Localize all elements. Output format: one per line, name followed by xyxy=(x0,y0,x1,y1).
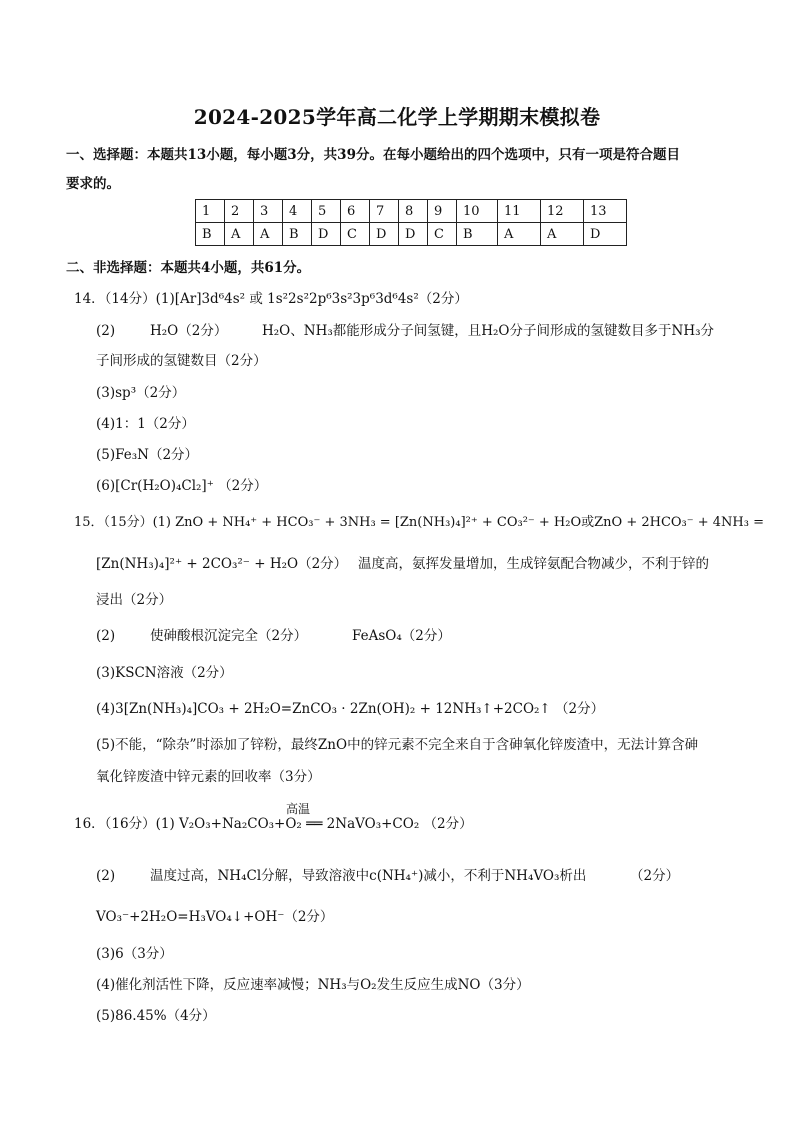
question-number-cell: 5 xyxy=(312,200,341,223)
answer-choice-cell: C xyxy=(341,223,370,246)
q16-line-3: VO₃⁻+2H₂O=H₃VO₄↓+OH⁻（2分） xyxy=(96,909,334,925)
q14-line-6: (5)Fe₃N（2分） xyxy=(96,447,199,463)
q15-line-2b: 温度高，氨挥发量增加，生成锌氨配合物减少，不利于锌的 xyxy=(358,556,709,572)
q15-line-6: (4)3[Zn(NH₃)₄]CO₃ + 2H₂O=ZnCO₃ · 2Zn(OH)₂ + 12NH₃↑+2CO₂↑ （2分） xyxy=(96,701,605,717)
q15-part2-label: (2) xyxy=(96,628,116,644)
section2-heading: 二、非选择题：本题共4小题，共61分。 xyxy=(66,260,311,276)
q15-line-7: (5)不能，“除杂”时添加了锌粉，最终ZnO中的锌元素不完全来自于含砷氧化锌废渣中，无法计算含砷 xyxy=(96,737,699,753)
question-number-cell: 11 xyxy=(498,200,541,223)
answer-table-choice-row xyxy=(196,223,627,246)
q16-part2-score: （2分） xyxy=(630,868,680,884)
q15-part2-answer: 使砷酸根沉淀完全（2分） xyxy=(150,628,308,644)
q14-part2-reason: H₂O、NH₃都能形成分子间氢键，且H₂O分子间形成的氢键数目多于NH₃分 xyxy=(262,323,714,339)
question-number-cell: 8 xyxy=(399,200,428,223)
q16-line-6: (5)86.45%（4分） xyxy=(96,1008,216,1024)
question-number-cell: 3 xyxy=(254,200,283,223)
question-number-cell: 7 xyxy=(370,200,399,223)
question-number-cell: 4 xyxy=(283,200,312,223)
answer-choice-cell: D xyxy=(584,223,627,246)
q14-line-1: 14．（14分）(1)[Ar]3d⁶4s² 或 1s²2s²2p⁶3s²3p⁶3d⁶4s²（2分） xyxy=(74,291,468,307)
question-number-cell: 10 xyxy=(457,200,498,223)
q16-reaction-condition: 高温 xyxy=(286,802,311,816)
q14-line-3: 子间形成的氢键数目（2分） xyxy=(96,353,267,369)
answer-choice-cell: B xyxy=(283,223,312,246)
page-title: 2024-2025学年高二化学上学期期末模拟卷 xyxy=(193,105,601,129)
q14-line-4: (3)sp³（2分） xyxy=(96,385,186,401)
q15-line-8: 氧化锌废渣中锌元素的回收率（3分） xyxy=(96,769,321,785)
q15-part2-formula: FeAsO₄（2分） xyxy=(352,628,451,644)
answer-choice-cell: A xyxy=(225,223,254,246)
section1-heading-line1: 一、选择题：本题共13小题，每小题3分，共39分。在每小题给出的四个选项中，只有一项是符合题目 xyxy=(66,147,680,163)
q16-part2-answer: 温度过高，NH₄Cl分解，导致溶液中c(NH₄⁺)减小，不利于NH₄VO₃析出 xyxy=(150,868,587,884)
answer-choice-cell: D xyxy=(399,223,428,246)
question-number-cell: 2 xyxy=(225,200,254,223)
answer-choice-cell: D xyxy=(370,223,399,246)
answer-choice-cell: A xyxy=(541,223,584,246)
question-number-cell: 1 xyxy=(196,200,225,223)
q15-line-1: 15．（15分）(1) ZnO + NH₄⁺ + HCO₃⁻ + 3NH₃ = [Zn(NH₃)₄]²⁺ + CO₃²⁻ + H₂O或ZnO + 2HCO₃⁻ + 4NH₃ = xyxy=(74,515,765,530)
q14-part2-label: (2) xyxy=(96,323,116,339)
q16-line-4: (3)6（3分） xyxy=(96,946,173,962)
q16-line-1: 16．（16分）(1) V₂O₃+Na₂CO₃+O₂ ══ 2NaVO₃+CO₂ （2分） xyxy=(74,816,473,832)
answer-choice-cell: C xyxy=(428,223,457,246)
answer-choice-cell: A xyxy=(254,223,283,246)
answer-table xyxy=(195,199,627,246)
answer-choice-cell: B xyxy=(196,223,225,246)
answer-choice-cell: A xyxy=(498,223,541,246)
question-number-cell: 6 xyxy=(341,200,370,223)
section1-heading-line2: 要求的。 xyxy=(66,176,120,192)
q15-line-5: (3)KSCN溶液（2分） xyxy=(96,665,233,681)
question-number-cell: 12 xyxy=(541,200,584,223)
question-number-cell: 9 xyxy=(428,200,457,223)
q14-line-7: (6)[Cr(H₂O)₄Cl₂]⁺ （2分） xyxy=(96,478,268,494)
answer-choice-cell: B xyxy=(457,223,498,246)
q15-line-3: 浸出（2分） xyxy=(96,592,173,608)
answer-table-number-row xyxy=(196,200,627,223)
q16-line-5: (4)催化剂活性下降，反应速率减慢；NH₃与O₂发生反应生成NO（3分） xyxy=(96,977,530,993)
q16-part2-label: (2) xyxy=(96,868,116,884)
q14-line-5: (4)1：1（2分） xyxy=(96,416,195,432)
question-number-cell: 13 xyxy=(584,200,627,223)
q14-part2-answer: H₂O（2分） xyxy=(150,323,228,339)
answer-choice-cell: D xyxy=(312,223,341,246)
q15-line-2a: [Zn(NH₃)₄]²⁺ + 2CO₃²⁻ + H₂O（2分） xyxy=(96,556,348,572)
